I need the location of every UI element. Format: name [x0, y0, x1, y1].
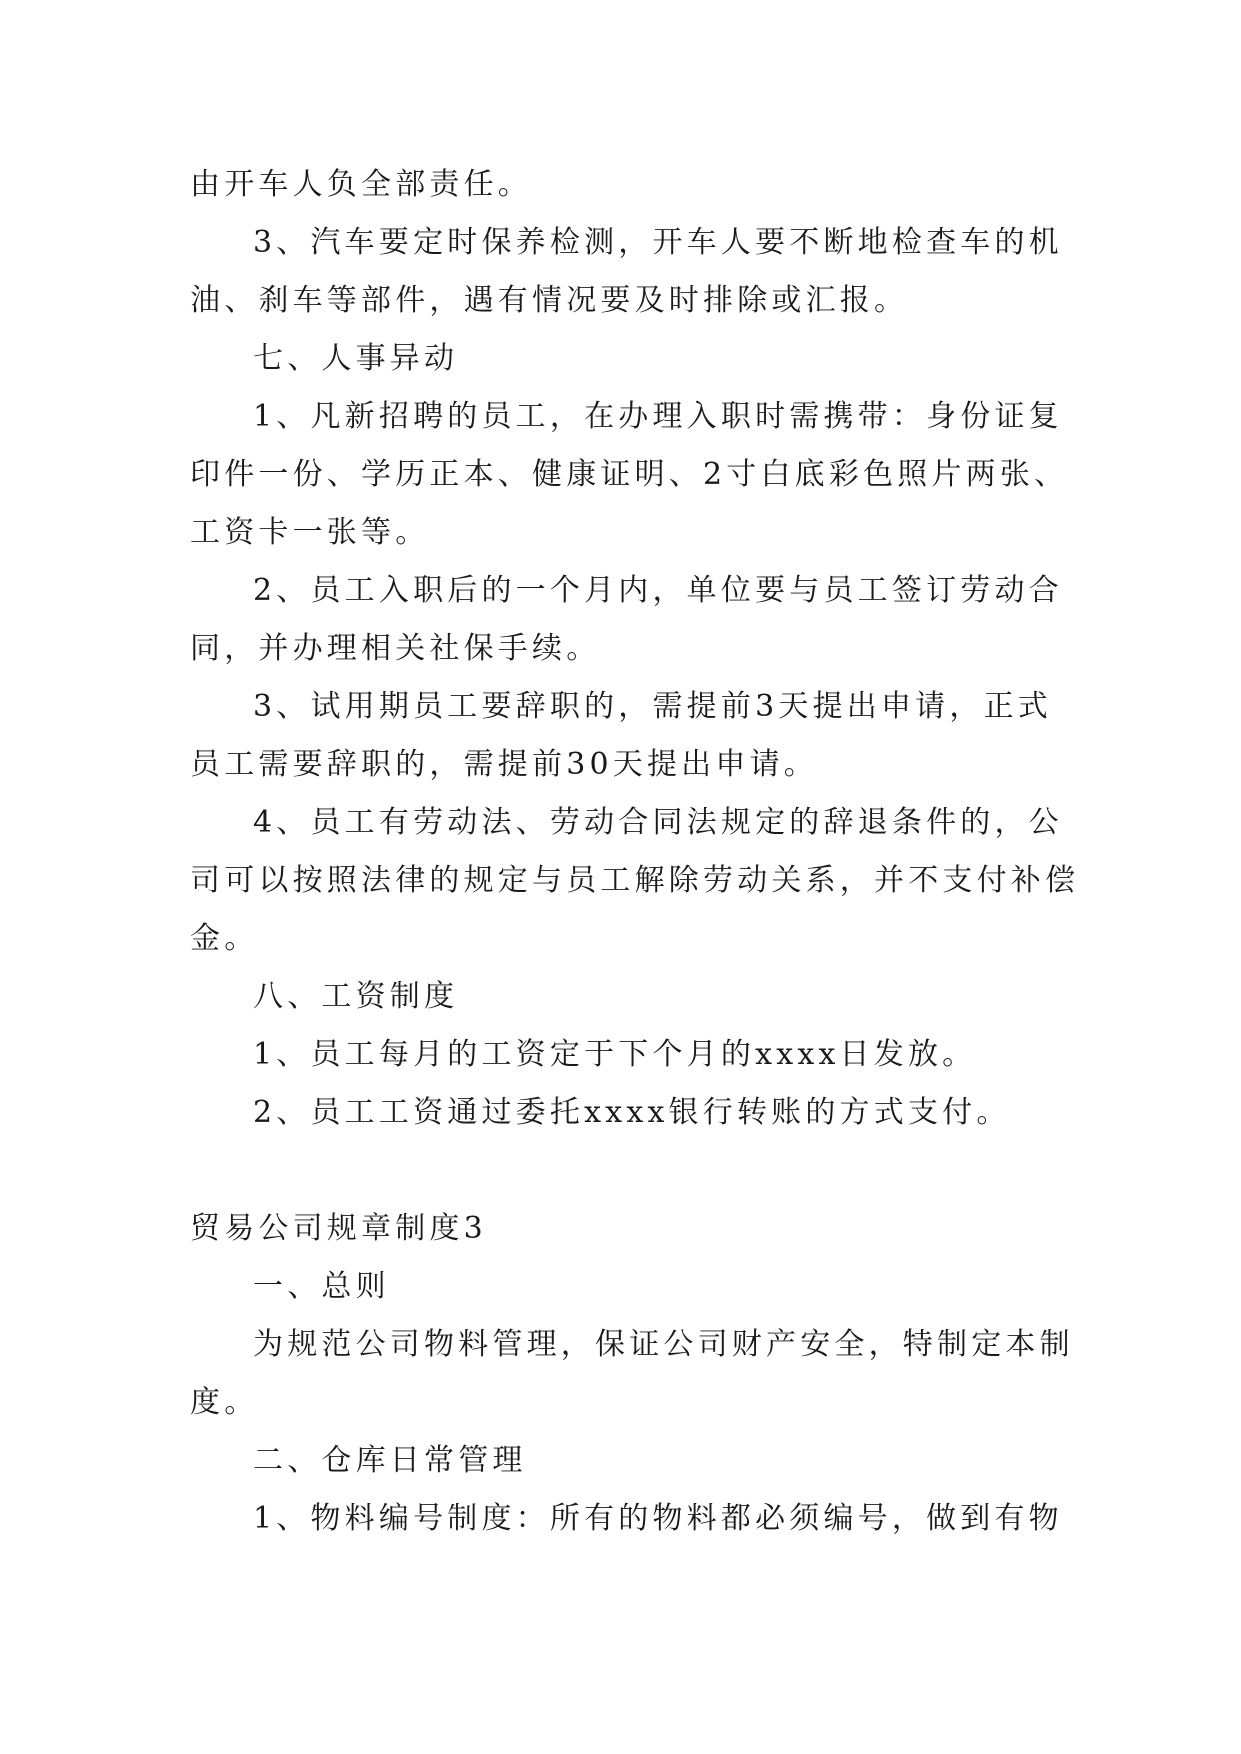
text-line: 司可以按照法律的规定与员工解除劳动关系，并不支付补偿 — [190, 863, 1080, 898]
text-line: 1、员工每月的工资定于下个月的xxxx日发放。 — [253, 1037, 977, 1072]
text-line: 3、汽车要定时保养检测，开车人要不断地检查车的机 — [253, 225, 1063, 260]
text-line: 员工需要辞职的，需提前30天提出申请。 — [190, 747, 818, 782]
text-line: 为规范公司物料管理，保证公司财产安全，特制定本制 — [253, 1327, 1074, 1362]
text-line: 2、员工入职后的一个月内，单位要与员工签订劳动合 — [253, 573, 1063, 608]
text-line: 油、刹车等部件，遇有情况要及时排除或汇报。 — [190, 283, 909, 318]
text-line: 1、凡新招聘的员工，在办理入职时需携带：身份证复 — [253, 399, 1063, 434]
text-line: 金。 — [190, 921, 259, 956]
text-line: 印件一份、学历正本、健康证明、2寸白底彩色照片两张、 — [190, 457, 1069, 492]
text-line: 工资卡一张等。 — [190, 515, 430, 550]
text-line: 2、员工工资通过委托xxxx银行转账的方式支付。 — [253, 1095, 1011, 1130]
text-line: 1、物料编号制度：所有的物料都必须编号，做到有物 — [253, 1501, 1063, 1536]
section-heading: 八、工资制度 — [253, 979, 459, 1014]
text-line: 同，并办理相关社保手续。 — [190, 631, 601, 666]
section-heading: 七、人事异动 — [253, 341, 459, 376]
section-heading: 一、总则 — [253, 1269, 390, 1304]
document-title: 贸易公司规章制度3 — [190, 1211, 487, 1246]
text-line: 由开车人负全部责任。 — [190, 167, 532, 202]
text-line: 度。 — [190, 1385, 259, 1420]
text-line: 3、试用期员工要辞职的，需提前3天提出申请，正式 — [253, 689, 1052, 724]
text-line: 4、员工有劳动法、劳动合同法规定的辞退条件的，公 — [253, 805, 1063, 840]
section-heading: 二、仓库日常管理 — [253, 1443, 527, 1478]
